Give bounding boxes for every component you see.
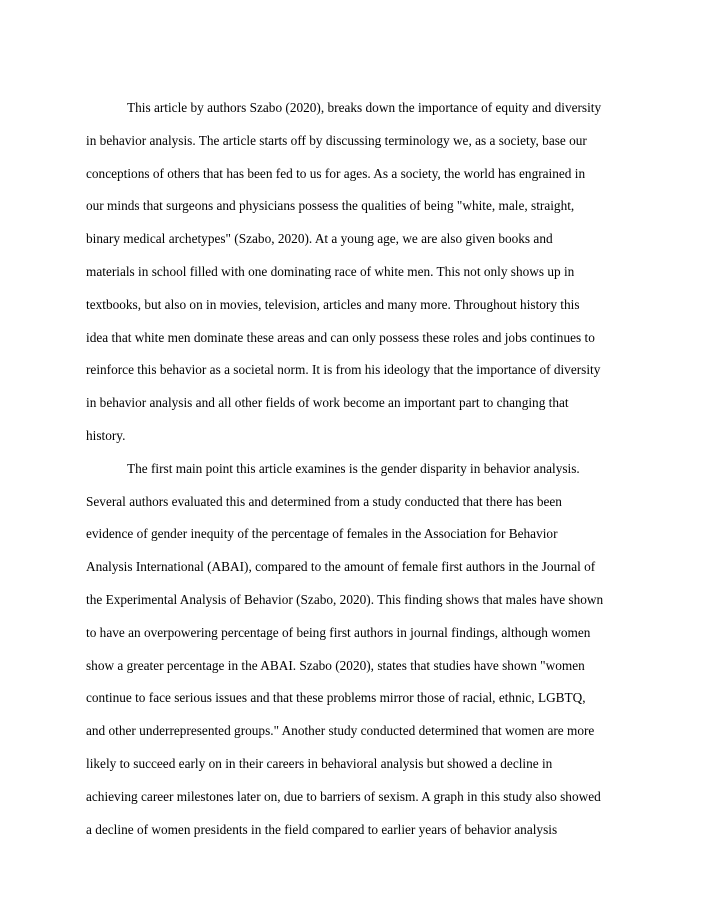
paragraph-2-line-1: The first main point this article examines is the gender disparity in behavior analysis.	[127, 460, 580, 476]
paragraph-2-line-11: achieving career milestones later on, due to barriers of sexism. A graph in this study also showed	[86, 788, 601, 804]
paragraph-1-line-2: in behavior analysis. The article starts off by discussing terminology we, as a society, base our	[86, 132, 587, 148]
paragraph-2-line-12: a decline of women presidents in the field compared to earlier years of behavior analysis	[86, 821, 558, 837]
paragraph-1-line-7: textbooks, but also on in movies, television, articles and many more. Throughout history this	[86, 296, 580, 312]
paragraph-1-line-1: This article by authors Szabo (2020), breaks down the importance of equity and diversity	[127, 100, 602, 115]
paragraph-2-line-7: show a greater percentage in the ABAI. Szabo (2020), states that studies have shown "women	[86, 657, 585, 673]
paragraph-2-line-6: to have an overpowering percentage of being first authors in journal findings, although women	[86, 624, 591, 640]
paragraph-2-line-2: Several authors evaluated this and determined from a study conducted that there has been	[86, 493, 562, 509]
paragraph-1-line-6: materials in school filled with one dominating race of white men. This not only shows up in	[86, 263, 575, 279]
paragraph-2-line-9: and other underrepresented groups." Another study conducted determined that women are more	[86, 723, 595, 739]
paragraph-1-line-3: conceptions of others that has been fed to us for ages. As a society, the world has engrained in	[86, 165, 586, 181]
paragraph-2-line-5: the Experimental Analysis of Behavior (Szabo, 2020). This finding shows that males have shown	[86, 591, 604, 607]
paragraph-2-line-4: Analysis International (ABAI), compared to the amount of female first authors in the Journal of	[86, 559, 596, 575]
paragraph-1-line-5: binary medical archetypes" (Szabo, 2020). At a young age, we are also given books and	[86, 231, 553, 247]
paragraph-1-line-10: in behavior analysis and all other fields of work become an important part to changing that	[86, 395, 569, 411]
paragraph-1-line-8: idea that white men dominate these areas and can only possess these roles and jobs continues to	[86, 329, 595, 345]
paragraph-2-line-8: continue to face serious issues and that these problems mirror those of racial, ethnic, LGBTQ,	[86, 690, 586, 706]
paragraph-2-line-3: evidence of gender inequity of the percentage of females in the Association for Behavior	[86, 526, 558, 542]
paragraph-1-line-11: history.	[86, 427, 126, 443]
body-text	[86, 92, 638, 846]
paragraph-2-line-10: likely to succeed early on in their careers in behavioral analysis but showed a decline in	[86, 755, 553, 771]
paragraph-1-line-9: reinforce this behavior as a societal norm. It is from his ideology that the importance of diversity	[86, 362, 601, 378]
paragraph-1-line-4: our minds that surgeons and physicians possess the qualities of being "white, male, straight,	[86, 198, 575, 214]
